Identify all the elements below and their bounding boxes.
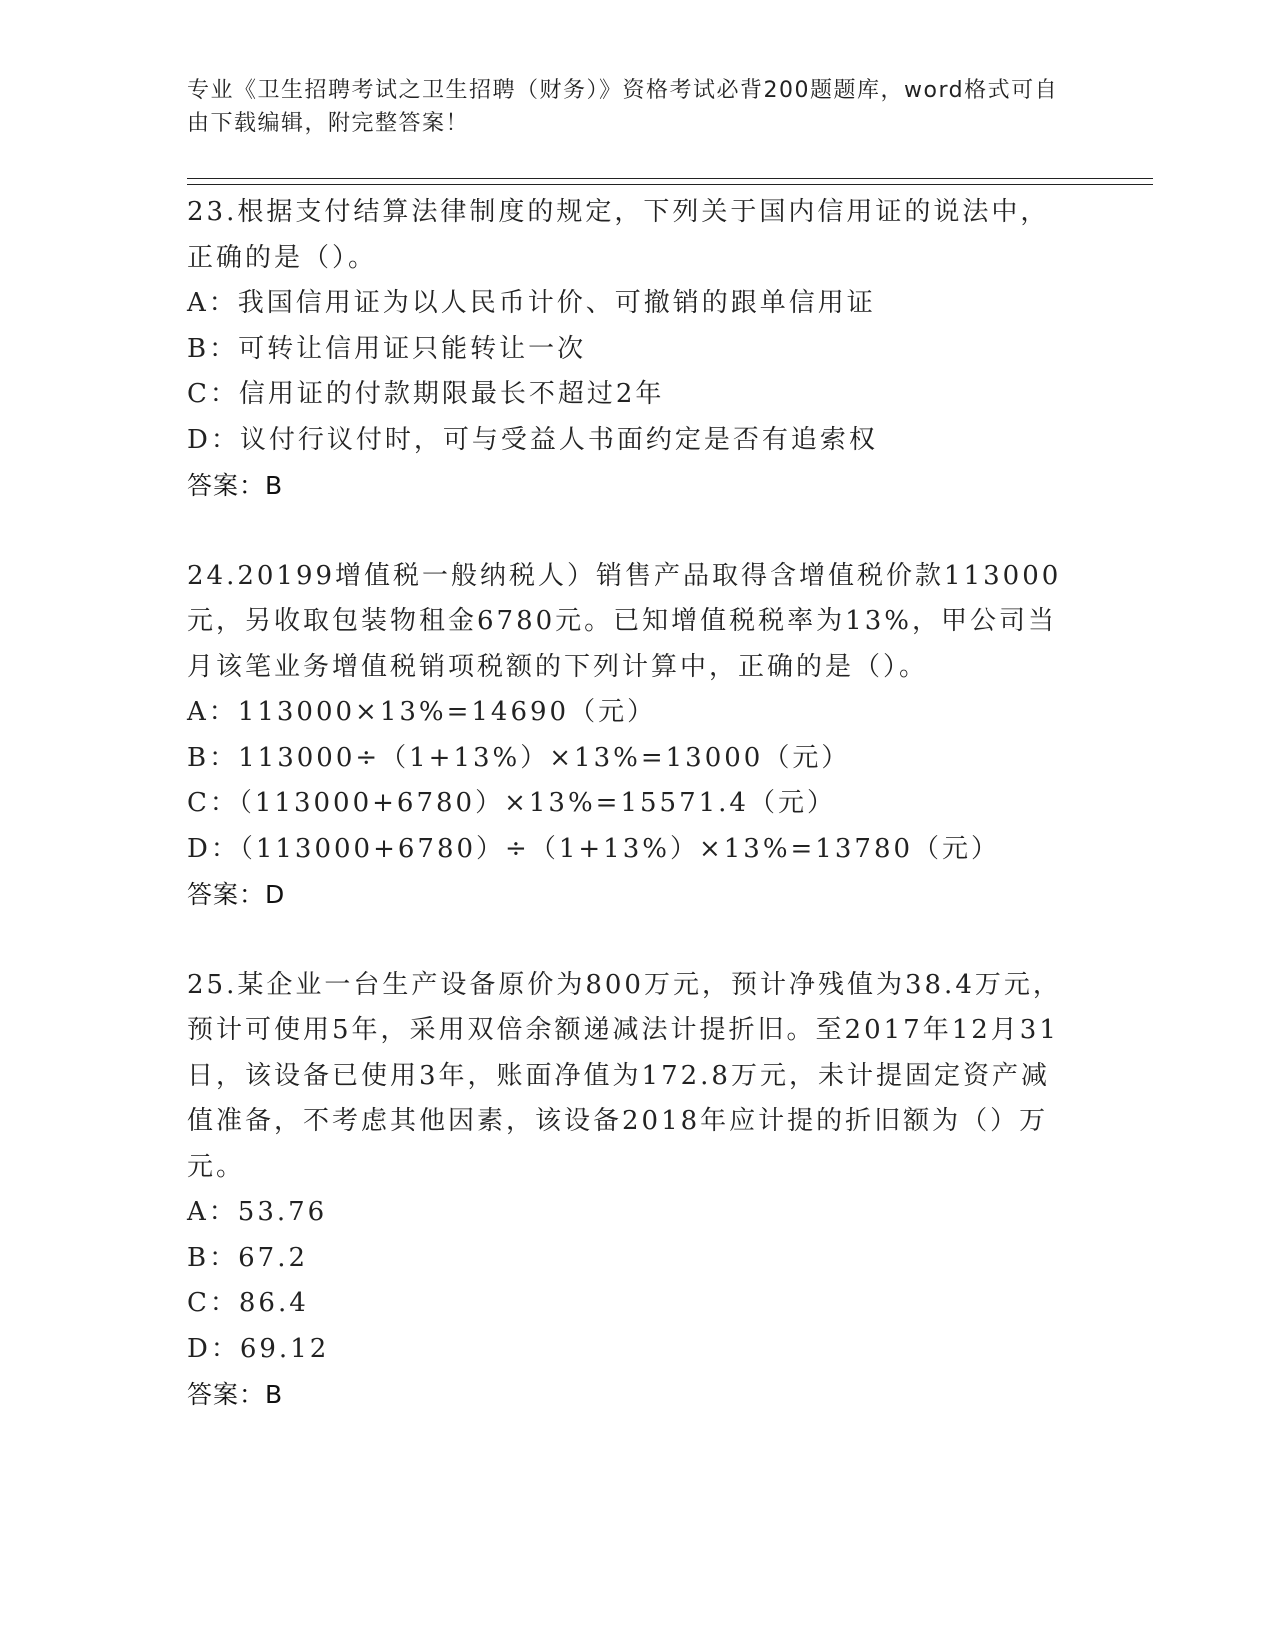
option-c: C：信用证的付款期限最长不超过2年 [187, 379, 665, 409]
option-d: D：议付行议付时，可与受益人书面约定是否有追索权 [187, 424, 878, 455]
header-divider-top [187, 178, 1153, 179]
question-25 [187, 963, 1067, 1418]
option-a: A：53.76 [187, 1197, 328, 1227]
question-list [187, 190, 1067, 1463]
answer-line: 答案：B [187, 471, 284, 500]
question-stem: 25.某企业一台生产设备原价为800万元，预计净残值为38.4万元，预计可使用5年，采用双倍余额递减法计提折旧。至2017年12月31日，该设备已使用3年，账面净值为172.8万元，未计提固定资产减值准备，不考虑其他因素，该设备2018年应计提的折旧额为（）万元。 [187, 969, 1062, 1182]
answer-line: 答案：B [187, 1380, 284, 1409]
option-b: B：67.2 [187, 1242, 308, 1273]
question-24 [187, 554, 1067, 918]
answer-line: 答案：D [187, 880, 286, 909]
option-a: A：我国信用证为以人民币计价、可撤销的跟单信用证 [187, 288, 876, 318]
header-divider-bottom [187, 184, 1153, 185]
document-header: 专业《卫生招聘考试之卫生招聘（财务）》资格考试必背200题题库，word格式可自由下载编辑，附完整答案！ [187, 78, 1059, 136]
option-d: D：（113000+6780）÷（1+13%）×13%=13780（元） [187, 833, 1001, 864]
question-23 [187, 190, 1067, 509]
option-c: C：（113000+6780）×13%=15571.4（元） [187, 788, 836, 818]
option-b: B：113000÷（1+13%）×13%=13000（元） [187, 742, 851, 773]
option-c: C：86.4 [187, 1288, 309, 1318]
question-stem: 24.20199增值税一般纳税人）销售产品取得含增值税价款113000元，另收取包装物租金6780元。已知增值税税率为13%，甲公司当月该笔业务增值税销项税额的下列计算中，正确的是（）。 [187, 560, 1062, 682]
question-stem: 23.根据支付结算法律制度的规定，下列关于国内信用证的说法中，正确的是（）。 [187, 197, 1050, 273]
option-a: A：113000×13%=14690（元） [187, 697, 657, 727]
option-d: D：69.12 [187, 1333, 330, 1364]
option-b: B：可转让信用证只能转让一次 [187, 333, 587, 364]
